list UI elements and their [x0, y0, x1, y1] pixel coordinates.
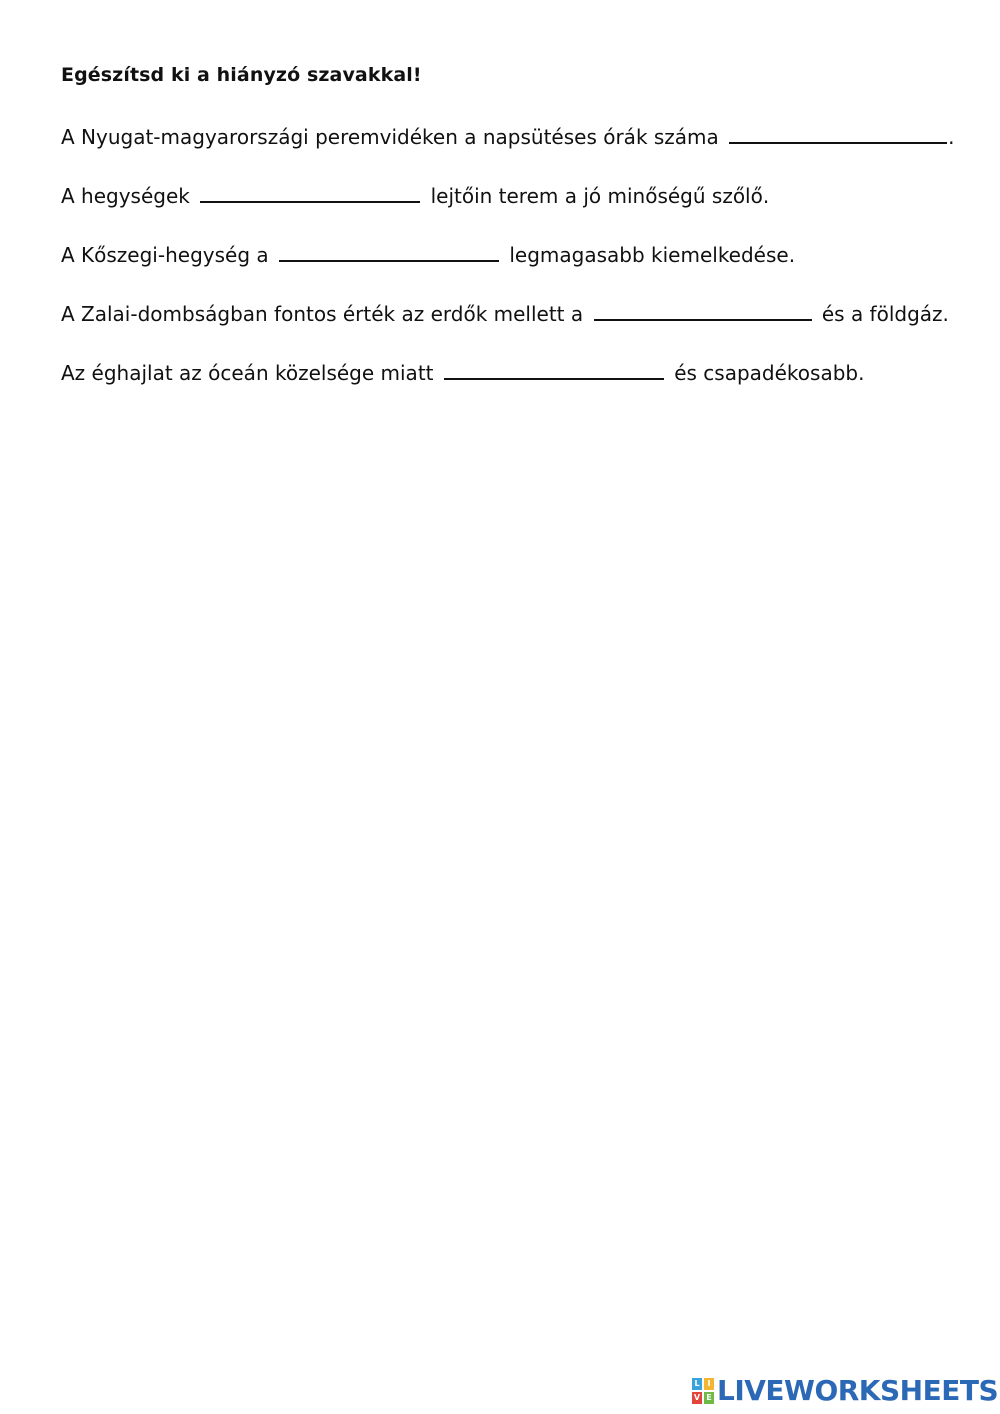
sentence-4-before: A Zalai-dombságban fontos érték az erdők mellett a [61, 302, 584, 326]
blank-1-input[interactable] [729, 122, 947, 144]
blank-3-input[interactable] [279, 240, 499, 262]
sentence-4 [61, 299, 949, 328]
sentence-2-before: A hegységek [61, 184, 190, 208]
blank-2-input[interactable] [200, 181, 420, 203]
sentence-3 [61, 240, 795, 269]
sentence-3-before: A Kőszegi-hegység a [61, 243, 269, 267]
sentence-5-before: Az éghajlat az óceán közelsége miatt [61, 361, 434, 385]
logo-mark-icon [692, 1378, 714, 1404]
blank-5-input[interactable] [444, 358, 664, 380]
logo-mark-letter: I [704, 1378, 714, 1390]
sentence-1-before: A Nyugat-magyarországi peremvidéken a napsütéses órák száma [61, 125, 719, 149]
instruction-heading: Egészítsd ki a hiányzó szavakkal! [61, 64, 422, 86]
sentence-5-after: és csapadékosabb. [674, 361, 865, 385]
blank-4-input[interactable] [594, 299, 812, 321]
sentence-2 [61, 181, 769, 210]
sentence-1 [61, 122, 955, 151]
logo-mark-letter: L [692, 1378, 702, 1390]
sentence-5 [61, 358, 864, 387]
sentence-1-after: . [948, 125, 955, 149]
logo-mark-letter: V [693, 1393, 701, 1402]
sentence-2-after: lejtőin terem a jó minőségű szőlő. [430, 184, 770, 208]
sentence-4-after: és a földgáz. [821, 302, 949, 326]
logo-mark-letter: E [704, 1392, 714, 1404]
liveworksheets-logo [692, 1374, 998, 1408]
logo-text: LIVEWORKSHEETS [717, 1374, 999, 1407]
sentence-3-after: legmagasabb kiemelkedése. [509, 243, 796, 267]
